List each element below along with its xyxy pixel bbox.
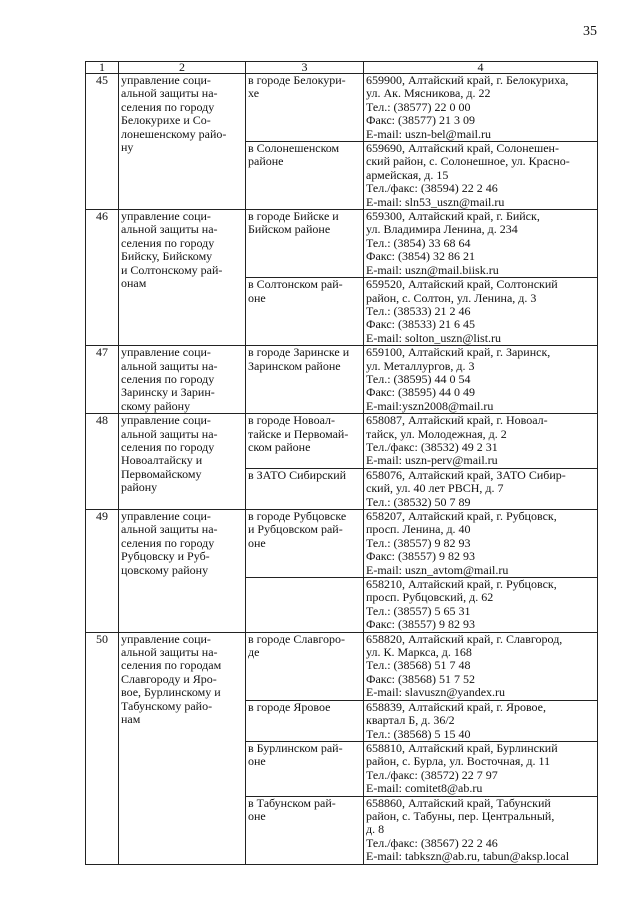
- contact-line: Тел.: (3854) 33 68 64: [366, 235, 471, 250]
- organization-line: ну: [121, 140, 134, 155]
- organization-line: району: [121, 480, 158, 495]
- contact-line: Тел.: (38595) 44 0 54: [366, 371, 471, 386]
- contact-line: 659300, Алтайский край, г. Бийск,: [366, 209, 540, 224]
- contact-line: ул. Металлургов, д. 3: [366, 358, 475, 373]
- organization-line: цовскому району: [121, 562, 209, 577]
- organization-cell: [119, 510, 246, 633]
- contact-cell: [364, 346, 598, 414]
- page-number: 35: [583, 24, 597, 39]
- area-line: в городе Яровое: [248, 699, 331, 714]
- organization-cell: [119, 210, 246, 346]
- contact-line: 658210, Алтайский край, г. Рубцовск,: [366, 577, 557, 592]
- area-line: в ЗАТО Сибирский: [248, 467, 347, 482]
- contact-line: Факс: (38533) 21 6 45: [366, 317, 475, 332]
- organization-line: селения по городу: [121, 235, 215, 250]
- contact-line: тайск, ул. Молодежная, д. 2: [366, 426, 507, 441]
- area-line: Бийском районе: [248, 222, 331, 237]
- contact-line: Факс: (38557) 9 82 93: [366, 549, 475, 564]
- contact-line: 659690, Алтайский край, Солонешен-: [366, 141, 559, 156]
- contact-line: Тел./факс: (38572) 22 7 97: [366, 767, 498, 782]
- contact-line: E-mail: tabkszn@ab.ru, tabun@aksp.local: [366, 849, 570, 864]
- contact-line: 658087, Алтайский край, г. Новоал-: [366, 413, 548, 428]
- area-cell: [246, 700, 364, 741]
- area-line: в городе Бийске и: [248, 209, 339, 224]
- column-header: 1: [86, 62, 119, 74]
- contact-line: 658076, Алтайский край, ЗАТО Сибир-: [366, 467, 566, 482]
- area-cell: [246, 510, 364, 578]
- organization-cell: [119, 74, 246, 210]
- header-row: [86, 62, 598, 74]
- area-line: оне: [248, 535, 266, 550]
- area-line: и Рубцовском рай-: [248, 522, 343, 537]
- area-cell: [246, 741, 364, 796]
- contact-cell: [364, 796, 598, 864]
- contact-line: просп. Ленина, д. 40: [366, 522, 471, 537]
- contact-cell: [364, 74, 598, 142]
- contact-line: армейская, д. 15: [366, 167, 449, 182]
- contact-line: Тел.: (38577) 22 0 00: [366, 99, 471, 114]
- row-number: 49: [86, 510, 119, 633]
- table-row: [86, 210, 598, 278]
- organization-line: селения по городу: [121, 535, 215, 550]
- row-number: 45: [86, 74, 119, 210]
- organization-line: управление соци-: [121, 413, 211, 428]
- organization-line: и Солтонскому рай-: [121, 262, 223, 277]
- organization-line: Славгороду и Яро-: [121, 671, 217, 686]
- table-body: [86, 74, 598, 865]
- organization-line: селения по городу: [121, 371, 215, 386]
- contact-line: Тел.: (38557) 5 65 31: [366, 603, 471, 618]
- contact-cell: [364, 632, 598, 700]
- contact-line: ул. Владимира Ленина, д. 234: [366, 222, 518, 237]
- organization-line: Бийску, Бийскому: [121, 249, 213, 264]
- area-line: хе: [248, 86, 260, 101]
- contact-line: Тел.: (38532) 50 7 89: [366, 494, 471, 509]
- area-cell: [246, 632, 364, 700]
- area-line: в городе Заринске и: [248, 345, 350, 360]
- contact-line: ул. Ак. Мясникова, д. 22: [366, 86, 491, 101]
- contact-line: ул. К. Маркса, д. 168: [366, 645, 472, 660]
- table-row: [86, 510, 598, 578]
- organization-line: альной защиты на-: [121, 222, 218, 237]
- contact-line: Тел.: (38533) 21 2 46: [366, 303, 471, 318]
- table-row: [86, 74, 598, 142]
- organization-line: альной защиты на-: [121, 645, 218, 660]
- contact-line: Тел.: (38568) 51 7 48: [366, 658, 471, 673]
- contact-line: район, с. Солтон, ул. Ленина, д. 3: [366, 290, 537, 305]
- area-cell: [246, 278, 364, 346]
- area-line: в Солонешенском: [248, 141, 340, 156]
- contact-cell: [364, 278, 598, 346]
- table-row: [86, 414, 598, 469]
- organization-line: управление соци-: [121, 631, 211, 646]
- contact-line: E-mail: uszn-perv@mail.ru: [366, 453, 498, 468]
- contact-line: Факс: (38577) 21 3 09: [366, 113, 475, 128]
- contact-line: Тел./факс: (38567) 22 2 46: [366, 835, 498, 850]
- area-cell: [246, 346, 364, 414]
- area-cell: [246, 796, 364, 864]
- organization-line: Рубцовску и Руб-: [121, 549, 210, 564]
- area-line: в городе Славгоро-: [248, 631, 345, 646]
- area-cell: [246, 468, 364, 509]
- organization-line: Белокурихе и Со-: [121, 113, 211, 128]
- row-number: 50: [86, 632, 119, 864]
- area-line: районе: [248, 154, 284, 169]
- organization-line: скому району: [121, 398, 191, 413]
- organization-line: вое, Бурлинскому и: [121, 685, 221, 700]
- contact-line: 658860, Алтайский край, Табунский: [366, 795, 551, 810]
- contact-line: 658810, Алтайский край, Бурлинский: [366, 740, 558, 755]
- area-line: ском районе: [248, 439, 311, 454]
- column-header: 4: [364, 62, 598, 74]
- row-number: 48: [86, 414, 119, 510]
- contact-line: E-mail: solton_uszn@list.ru: [366, 330, 502, 345]
- contact-line: Факс: (38568) 51 7 52: [366, 671, 475, 686]
- organization-line: управление соци-: [121, 209, 211, 224]
- contact-cell: [364, 510, 598, 578]
- organization-line: селения по городу: [121, 439, 215, 454]
- organization-line: альной защиты на-: [121, 86, 218, 101]
- organization-line: альной защиты на-: [121, 358, 218, 373]
- area-line: в Солтонском рай-: [248, 277, 343, 292]
- organization-cell: [119, 346, 246, 414]
- contact-cell: [364, 468, 598, 509]
- contact-line: Факс: (38595) 44 0 49: [366, 385, 475, 400]
- organization-line: лонешенскому райо-: [121, 126, 227, 141]
- contact-line: д. 8: [366, 822, 385, 837]
- organization-line: Табунскому райо-: [121, 698, 213, 713]
- area-cell: [246, 74, 364, 142]
- area-line: тайске и Первомай-: [248, 426, 349, 441]
- contact-line: квартал Б, д. 36/2: [366, 713, 455, 728]
- row-number: 46: [86, 210, 119, 346]
- area-line: оне: [248, 808, 266, 823]
- area-line: в городе Новоал-: [248, 413, 336, 428]
- column-header: 3: [246, 62, 364, 74]
- contact-line: 659900, Алтайский край, г. Белокуриха,: [366, 73, 569, 87]
- area-line: оне: [248, 754, 266, 769]
- organization-line: альной защиты на-: [121, 426, 218, 441]
- contact-line: 658207, Алтайский край, г. Рубцовск,: [366, 509, 557, 523]
- area-cell: [246, 414, 364, 469]
- contact-cell: [364, 142, 598, 210]
- contact-line: ский, ул. 40 лет РВСН, д. 7: [366, 481, 504, 496]
- area-cell: [246, 578, 364, 633]
- area-line: де: [248, 645, 260, 660]
- contact-line: E-mail: uszn_avtom@mail.ru: [366, 562, 509, 577]
- area-line: в городе Рубцовске: [248, 509, 347, 523]
- contact-line: 658820, Алтайский край, г. Славгород,: [366, 631, 563, 646]
- organization-line: Новоалтайску и: [121, 453, 203, 468]
- organization-line: Первомайскому: [121, 466, 202, 481]
- contact-line: район, с. Табуны, пер. Центральный,: [366, 808, 555, 823]
- contact-line: Тел./факс: (38594) 22 2 46: [366, 181, 498, 196]
- contact-line: Тел.: (38568) 5 15 40: [366, 726, 471, 741]
- table-row: [86, 632, 598, 700]
- contact-line: E-mail:yszn2008@mail.ru: [366, 398, 494, 413]
- organization-line: Заринску и Зарин-: [121, 385, 215, 400]
- contact-cell: [364, 414, 598, 469]
- contact-line: Факс: (38557) 9 82 93: [366, 617, 475, 632]
- contact-line: E-mail: uszn-bel@mail.ru: [366, 126, 492, 141]
- contact-cell: [364, 741, 598, 796]
- contact-cell: [364, 578, 598, 633]
- contact-line: район, с. Бурла, ул. Восточная, д. 11: [366, 754, 551, 769]
- contact-line: Тел./факс: (38532) 49 2 31: [366, 439, 498, 454]
- contact-line: Факс: (3854) 32 86 21: [366, 249, 475, 264]
- social-protection-table: [85, 61, 598, 865]
- contact-cell: [364, 210, 598, 278]
- organization-line: онам: [121, 276, 147, 291]
- organization-line: управление соци-: [121, 73, 211, 87]
- organization-cell: [119, 414, 246, 510]
- organization-line: селения по городу: [121, 99, 215, 114]
- organization-line: нам: [121, 712, 141, 727]
- area-cell: [246, 142, 364, 210]
- area-cell: [246, 210, 364, 278]
- contact-line: 659520, Алтайский край, Солтонский: [366, 277, 558, 292]
- contact-line: ский район, с. Солонешное, ул. Красно-: [366, 154, 570, 169]
- area-line: в городе Белокури-: [248, 73, 346, 87]
- organization-line: управление соци-: [121, 345, 211, 360]
- contact-line: просп. Рубцовский, д. 62: [366, 590, 494, 605]
- contact-cell: [364, 700, 598, 741]
- organization-cell: [119, 632, 246, 864]
- contact-line: Тел.: (38557) 9 82 93: [366, 535, 471, 550]
- area-line: в Табунском рай-: [248, 795, 336, 810]
- contact-line: 659100, Алтайский край, г. Заринск,: [366, 345, 551, 360]
- contact-line: E-mail: sln53_uszn@mail.ru: [366, 194, 505, 209]
- organization-line: управление соци-: [121, 509, 211, 523]
- contact-line: E-mail: comitet8@ab.ru: [366, 781, 483, 796]
- area-line: оне: [248, 290, 266, 305]
- area-line: в Бурлинском рай-: [248, 740, 343, 755]
- organization-line: селения по городам: [121, 658, 222, 673]
- contact-line: E-mail: uszn@mail.biisk.ru: [366, 262, 499, 277]
- row-number: 47: [86, 346, 119, 414]
- contact-line: E-mail: slavuszn@yandex.ru: [366, 685, 506, 700]
- area-line: Заринском районе: [248, 358, 341, 373]
- contact-line: 658839, Алтайский край, г. Яровое,: [366, 699, 546, 714]
- table-row: [86, 346, 598, 414]
- column-header: 2: [119, 62, 246, 74]
- organization-line: альной защиты на-: [121, 522, 218, 537]
